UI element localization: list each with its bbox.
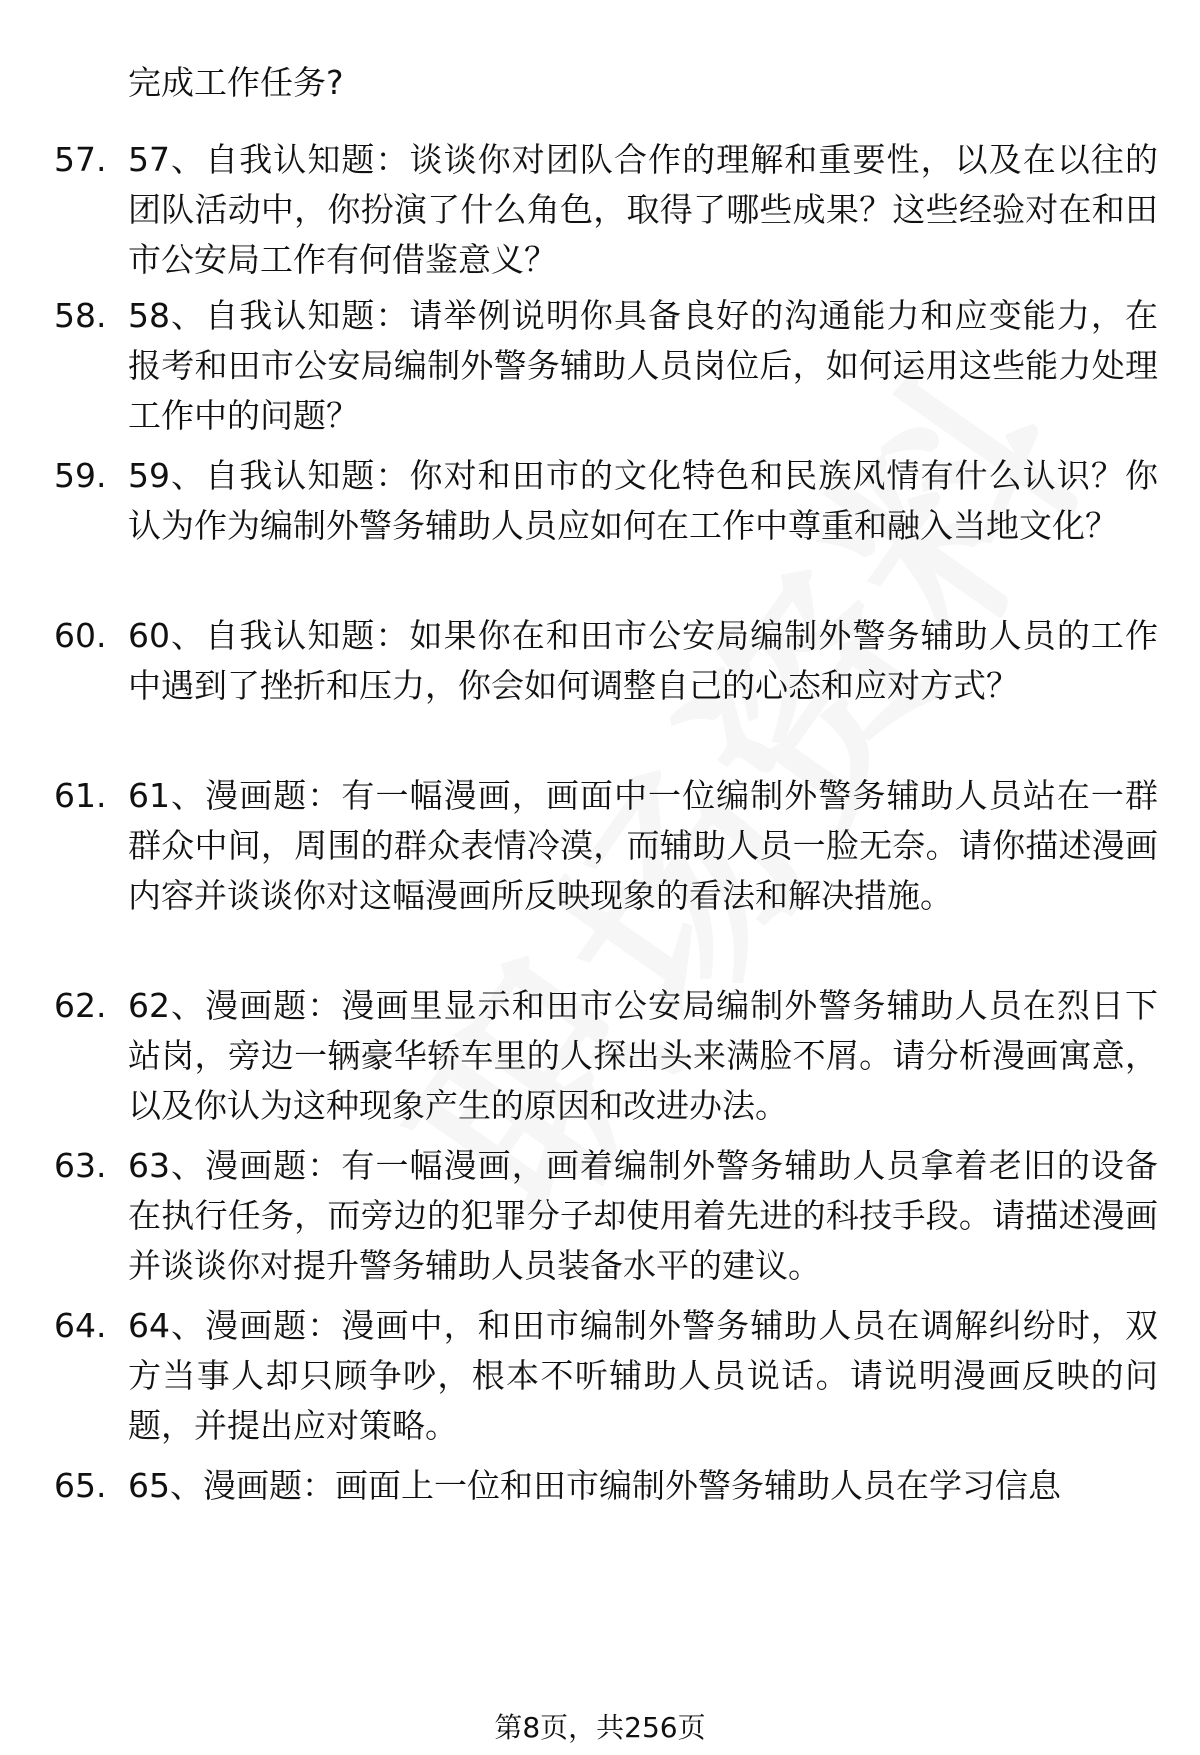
item-number: 63. (54, 1146, 107, 1185)
item-text: 60、自我认知题：如果你在和田市公安局编制外警务辅助人员的工作中遇到了挫折和压力，你会如何调整自己的心态和应对方式？ (128, 616, 1158, 705)
item-text: 63、漫画题：有一幅漫画，画着编制外警务辅助人员拿着老旧的设备在执行任务，而旁边的犯罪分子却使用着先进的科技手段。请描述漫画并谈谈你对提升警务辅助人员装备水平的建议。 (128, 1146, 1158, 1285)
item-text: 61、漫画题：有一幅漫画，画面中一位编制外警务辅助人员站在一群群众中间，周围的群众表情冷漠，而辅助人员一脸无奈。请你描述漫画内容并谈谈你对这幅漫画所反映现象的看法和解决措施。 (128, 776, 1158, 915)
item-number: 62. (54, 986, 107, 1025)
item-number: 65. (54, 1466, 107, 1505)
continued-text: 完成工作任务? (128, 63, 344, 102)
item-text: 62、漫画题：漫画里显示和田市公安局编制外警务辅助人员在烈日下站岗，旁边一辆豪华轿车里的人探出头来满脸不屑。请分析漫画寓意，以及你认为这种现象产生的原因和改进办法。 (128, 986, 1158, 1125)
item-text: 64、漫画题：漫画中，和田市编制外警务辅助人员在调解纠纷时，双方当事人却只顾争吵，根本不听辅助人员说话。请说明漫画反映的问题，并提出应对策略。 (128, 1306, 1158, 1445)
item-text: 58、自我认知题：请举例说明你具备良好的沟通能力和应变能力，在报考和田市公安局编制外警务辅助人员岗位后，如何运用这些能力处理工作中的问题？ (128, 296, 1158, 435)
item-number: 64. (54, 1306, 107, 1345)
item-number: 57. (54, 140, 107, 179)
item-text: 65、漫画题：画面上一位和田市编制外警务辅助人员在学习信息 (128, 1466, 1061, 1505)
item-text: 57、自我认知题：谈谈你对团队合作的理解和重要性，以及在以往的团队活动中，你扮演了什么角色，取得了哪些成果？这些经验对在和田市公安局工作有何借鉴意义？ (128, 140, 1158, 279)
page-footer: 第8页，共256页 (494, 1711, 706, 1744)
item-number: 58. (54, 296, 107, 335)
item-number: 60. (54, 616, 107, 655)
item-number: 61. (54, 776, 107, 815)
item-number: 59. (54, 456, 107, 495)
item-text: 59、自我认知题：你对和田市的文化特色和民族风情有什么认识？你认为作为编制外警务辅助人员应如何在工作中尊重和融入当地文化？ (128, 456, 1158, 545)
